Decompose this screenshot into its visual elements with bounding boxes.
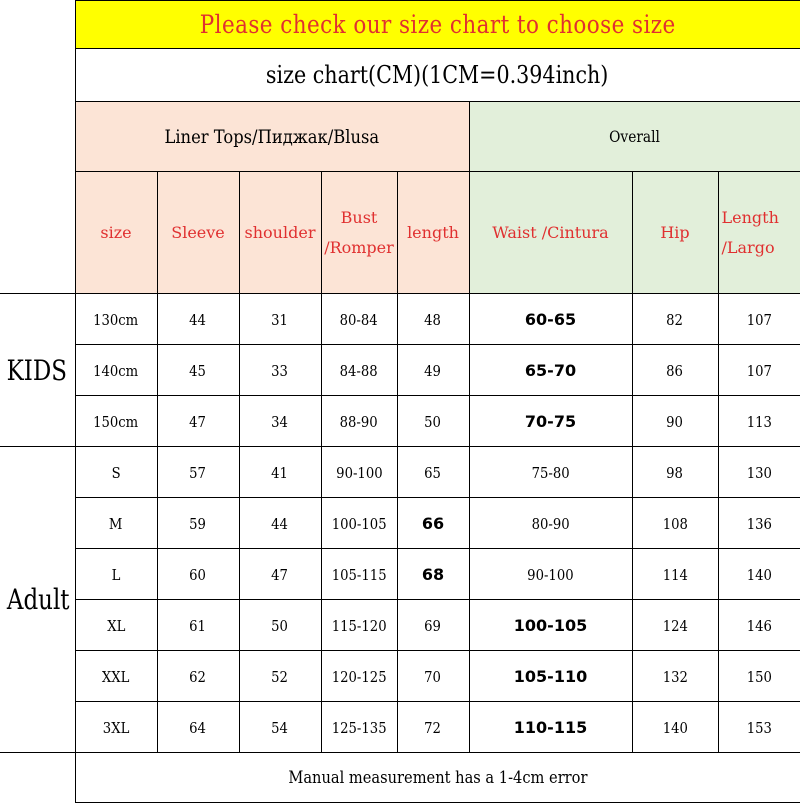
section-overall: [469, 102, 800, 172]
cell-length-largo: 130: [746, 463, 772, 482]
cell-length-largo: 107: [746, 361, 772, 380]
cell-length: 50: [424, 412, 442, 431]
cell-hip: 82: [666, 310, 684, 329]
cell-waist: 60-65: [524, 309, 577, 329]
cell-sleeve: 45: [189, 361, 207, 380]
cell-length: 48: [424, 310, 442, 329]
cell-shoulder: 44: [271, 514, 289, 533]
header-shoulder: shoulder: [239, 172, 321, 294]
cell-size: 130cm: [93, 310, 139, 329]
cell-waist: 70-75: [524, 411, 577, 431]
cell-length-largo: 107: [746, 310, 772, 329]
cell-waist: 105-110: [513, 666, 588, 686]
banner-text: Please check our size chart to choose size: [199, 10, 676, 39]
header-length-largo: Length /Largo: [718, 172, 800, 294]
cell-waist: 75-80: [531, 463, 570, 482]
cell-hip: 86: [666, 361, 684, 380]
table-row: [0, 498, 800, 549]
header-waist: Waist /Cintura: [469, 172, 632, 294]
section-tops-label: Liner Tops/Пиджак/Blusa: [164, 125, 380, 148]
cell-length: 65: [424, 463, 442, 482]
cell-bust: 90-100: [335, 463, 383, 482]
cell-sleeve: 64: [189, 718, 207, 737]
cell-waist: 110-115: [513, 717, 588, 737]
cell-size: S: [111, 463, 121, 482]
table-row: [0, 549, 800, 600]
table-row: [0, 600, 800, 651]
cell-sleeve: 59: [189, 514, 207, 533]
group-kids: KIDS: [0, 294, 75, 447]
header-size: size: [75, 172, 157, 294]
cell-sleeve: 47: [189, 412, 207, 431]
cell-sleeve: 61: [189, 616, 207, 635]
cell-length: 69: [424, 616, 442, 635]
banner: [75, 1, 800, 49]
cell-hip: 98: [666, 463, 684, 482]
cell-size: 3XL: [102, 718, 130, 737]
cell-sleeve: 44: [189, 310, 207, 329]
cell-length: 70: [424, 667, 442, 686]
cell-length-largo: 136: [746, 514, 772, 533]
cell-size: XXL: [102, 667, 130, 686]
cell-shoulder: 33: [271, 361, 289, 380]
section-tops: [75, 102, 469, 172]
cell-shoulder: 50: [271, 616, 289, 635]
cell-hip: 90: [666, 412, 684, 431]
cell-bust: 100-105: [331, 514, 387, 533]
cell-sleeve: 62: [189, 667, 207, 686]
cell-sleeve: 57: [189, 463, 207, 482]
cell-shoulder: 34: [271, 412, 289, 431]
cell-shoulder: 52: [271, 667, 289, 686]
cell-length-largo: 153: [746, 718, 772, 737]
header-sleeve: Sleeve: [157, 172, 239, 294]
header-bust: Bust /Romper: [321, 172, 397, 294]
cell-hip: 108: [662, 514, 688, 533]
table-row: [0, 396, 800, 447]
cell-waist: 80-90: [531, 514, 570, 533]
cell-length: 66: [421, 513, 445, 533]
cell-length-largo: 113: [746, 412, 772, 431]
cell-size: XL: [106, 616, 126, 635]
cell-shoulder: 31: [271, 310, 289, 329]
cell-bust: 84-88: [339, 361, 379, 380]
section-overall-label: Overall: [609, 127, 660, 146]
cell-bust: 88-90: [339, 412, 379, 431]
cell-length: 72: [424, 718, 442, 737]
cell-size: 150cm: [93, 412, 139, 431]
group-adult: Adult: [0, 447, 75, 753]
table-row: [0, 702, 800, 753]
cell-size: L: [111, 565, 121, 584]
cell-bust: 80-84: [339, 310, 379, 329]
footer-note: [75, 753, 800, 803]
cell-shoulder: 47: [271, 565, 289, 584]
table-row: [0, 651, 800, 702]
cell-length-largo: 140: [746, 565, 772, 584]
cell-hip: 114: [662, 565, 688, 584]
cell-hip: 124: [662, 616, 688, 635]
header-hip: Hip: [632, 172, 718, 294]
chart-title: [75, 49, 800, 102]
cell-bust: 120-125: [331, 667, 387, 686]
cell-bust: 125-135: [331, 718, 387, 737]
header-length: length: [397, 172, 469, 294]
cell-size: M: [109, 514, 123, 533]
cell-shoulder: 41: [271, 463, 289, 482]
table-row: [0, 345, 800, 396]
cell-bust: 115-120: [331, 616, 387, 635]
cell-length: 49: [424, 361, 442, 380]
table-row: [0, 294, 800, 345]
cell-length-largo: 146: [746, 616, 772, 635]
cell-waist: 100-105: [513, 615, 588, 635]
cell-length: 68: [421, 564, 445, 584]
cell-shoulder: 54: [271, 718, 289, 737]
cell-sleeve: 60: [189, 565, 207, 584]
cell-size: 140cm: [93, 361, 139, 380]
table-row: [0, 447, 800, 498]
chart-title-text: size chart(CM)(1CM=0.394inch): [266, 61, 609, 89]
cell-bust: 105-115: [331, 565, 387, 584]
cell-hip: 132: [662, 667, 688, 686]
cell-hip: 140: [662, 718, 688, 737]
cell-waist: 90-100: [527, 565, 574, 584]
cell-waist: 65-70: [524, 360, 577, 380]
footer-note-text: Manual measurement has a 1-4cm error: [287, 767, 588, 788]
cell-length-largo: 150: [746, 667, 772, 686]
